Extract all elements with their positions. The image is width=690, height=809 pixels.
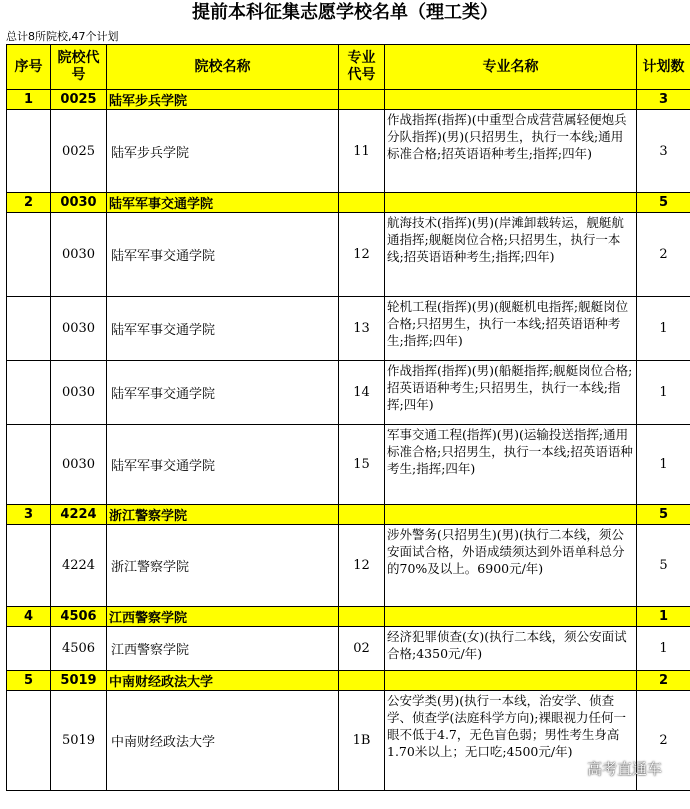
major-row xyxy=(7,525,690,607)
major-description: 航海技术(指挥)(男)(岸滩卸载转运，舰艇航通指挥;舰艇岗位合格;只招男生，执行一本线;招英语语种考生;指挥;四年) xyxy=(385,213,637,297)
school-seq: 2 xyxy=(7,193,51,213)
major-row xyxy=(7,627,690,671)
school-code: 5019 xyxy=(51,671,107,691)
watermark-text: 高考直通车 xyxy=(586,760,662,778)
major-description: 经济犯罪侦查(女)(执行二本线，须公安面试合格;4350元/年) xyxy=(385,627,637,671)
major-plan: 1 xyxy=(637,297,690,361)
school-plan: 2 xyxy=(637,671,690,691)
school-empty-cell xyxy=(339,607,385,627)
major-code: 12 xyxy=(339,525,385,607)
school-row xyxy=(7,505,690,525)
school-name: 陆军步兵学院 xyxy=(107,90,339,110)
major-code: 02 xyxy=(339,627,385,671)
school-row xyxy=(7,90,690,110)
major-school-code: 4224 xyxy=(51,525,107,607)
major-row xyxy=(7,213,690,297)
school-plan: 5 xyxy=(637,193,690,213)
major-empty-cell xyxy=(7,213,51,297)
school-seq: 1 xyxy=(7,90,51,110)
school-seq: 3 xyxy=(7,505,51,525)
school-plan: 5 xyxy=(637,505,690,525)
school-empty-cell xyxy=(385,607,637,627)
major-description: 军事交通工程(指挥)(男)(运输投送指挥;通用标准合格;只招男生，执行一本线;招英语语种考生;指挥;四年) xyxy=(385,425,637,505)
school-plan: 1 xyxy=(637,607,690,627)
major-description: 涉外警务(只招男生)(男)(执行二本线，须公安面试合格，外语成绩须达到外语单科总分的70%及以上。6900元/年) xyxy=(385,525,637,607)
header-school-code: 院校代号 xyxy=(51,45,107,90)
summary-text: 总计8所院校,47个计划 xyxy=(6,30,119,43)
major-code: 15 xyxy=(339,425,385,505)
major-empty-cell xyxy=(7,627,51,671)
major-school-name: 浙江警察学院 xyxy=(107,525,339,607)
school-empty-cell xyxy=(339,505,385,525)
major-description: 作战指挥(指挥)(中重型合成营营属轻便炮兵分队指挥)(男)(只招男生，执行一本线;通用标准合格;招英语语种考生;指挥;四年) xyxy=(385,110,637,193)
header-school-name: 院校名称 xyxy=(107,45,339,90)
major-empty-cell xyxy=(7,691,51,791)
major-school-code: 5019 xyxy=(51,691,107,791)
major-description: 公安学类(男)(执行一本线，治安学、侦查学、侦查学(法庭科学方向);裸眼视力任何一眼不低于4.7，无色盲色弱；男性考生身高1.70米以上；无口吃;4500元/年) xyxy=(385,691,637,791)
major-plan: 3 xyxy=(637,110,690,193)
school-empty-cell xyxy=(339,193,385,213)
major-code: 12 xyxy=(339,213,385,297)
major-code: 14 xyxy=(339,361,385,425)
major-school-code: 0030 xyxy=(51,361,107,425)
header-row xyxy=(7,45,690,90)
school-row xyxy=(7,671,690,691)
table-body xyxy=(7,90,690,791)
major-plan: 5 xyxy=(637,525,690,607)
school-plan: 3 xyxy=(637,90,690,110)
major-code: 1B xyxy=(339,691,385,791)
school-empty-cell xyxy=(385,90,637,110)
major-school-name: 江西警察学院 xyxy=(107,627,339,671)
school-code: 0030 xyxy=(51,193,107,213)
page-title: 提前本科征集志愿学校名单（理工类） xyxy=(192,2,498,23)
major-school-name: 陆军步兵学院 xyxy=(107,110,339,193)
school-empty-cell xyxy=(385,671,637,691)
major-row xyxy=(7,297,690,361)
major-empty-cell xyxy=(7,525,51,607)
major-plan: 2 xyxy=(637,213,690,297)
major-school-name: 中南财经政法大学 xyxy=(107,691,339,791)
header-major-code: 专业代号 xyxy=(339,45,385,90)
header-plan: 计划数 xyxy=(637,45,690,90)
school-empty-cell xyxy=(385,505,637,525)
school-table xyxy=(6,44,690,791)
school-name: 江西警察学院 xyxy=(107,607,339,627)
major-school-name: 陆军军事交通学院 xyxy=(107,213,339,297)
school-name: 浙江警察学院 xyxy=(107,505,339,525)
school-row xyxy=(7,607,690,627)
header-seq: 序号 xyxy=(7,45,51,90)
school-empty-cell xyxy=(385,193,637,213)
major-empty-cell xyxy=(7,110,51,193)
school-code: 4506 xyxy=(51,607,107,627)
major-row xyxy=(7,110,690,193)
school-seq: 4 xyxy=(7,607,51,627)
major-empty-cell xyxy=(7,425,51,505)
major-plan: 2 xyxy=(637,691,690,791)
major-school-code: 0030 xyxy=(51,297,107,361)
major-school-name: 陆军军事交通学院 xyxy=(107,425,339,505)
major-school-code: 0030 xyxy=(51,425,107,505)
school-code: 0025 xyxy=(51,90,107,110)
major-empty-cell xyxy=(7,361,51,425)
school-seq: 5 xyxy=(7,671,51,691)
major-row xyxy=(7,425,690,505)
major-row xyxy=(7,361,690,425)
major-description: 轮机工程(指挥)(男)(舰艇机电指挥;舰艇岗位合格;只招男生，执行一本线;招英语语种考生;指挥;四年) xyxy=(385,297,637,361)
school-code: 4224 xyxy=(51,505,107,525)
major-code: 11 xyxy=(339,110,385,193)
major-school-code: 4506 xyxy=(51,627,107,671)
header-major-name: 专业名称 xyxy=(385,45,637,90)
major-description: 作战指挥(指挥)(男)(船艇指挥;舰艇岗位合格;招英语语种考生;只招男生，执行一本线;指挥;四年) xyxy=(385,361,637,425)
school-name: 陆军军事交通学院 xyxy=(107,193,339,213)
major-plan: 1 xyxy=(637,627,690,671)
major-empty-cell xyxy=(7,297,51,361)
school-empty-cell xyxy=(339,671,385,691)
major-school-code: 0025 xyxy=(51,110,107,193)
school-row xyxy=(7,193,690,213)
major-plan: 1 xyxy=(637,361,690,425)
major-plan: 1 xyxy=(637,425,690,505)
school-name: 中南财经政法大学 xyxy=(107,671,339,691)
major-code: 13 xyxy=(339,297,385,361)
major-school-name: 陆军军事交通学院 xyxy=(107,297,339,361)
major-school-name: 陆军军事交通学院 xyxy=(107,361,339,425)
major-school-code: 0030 xyxy=(51,213,107,297)
school-empty-cell xyxy=(339,90,385,110)
